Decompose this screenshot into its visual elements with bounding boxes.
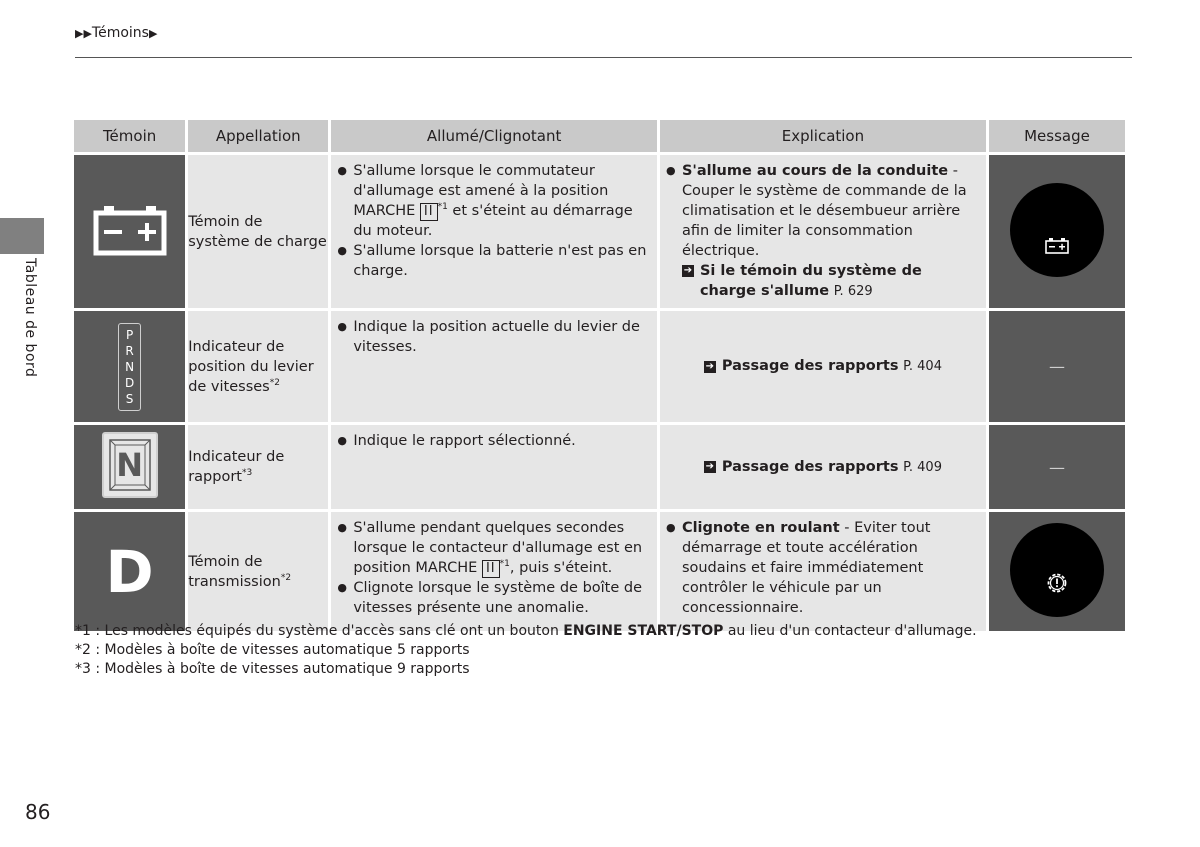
indicator-cell — [74, 155, 185, 308]
lit-text: , puis s'éteint. — [509, 560, 613, 576]
gear-position-icon — [118, 323, 141, 411]
page-reference[interactable] — [700, 261, 978, 302]
header-explication: Explication — [660, 120, 986, 152]
message-cell — [989, 425, 1125, 509]
table-row — [74, 425, 1125, 509]
page-reference[interactable] — [722, 356, 942, 377]
list-item — [353, 518, 649, 578]
footnote-ref: *2 — [269, 377, 280, 388]
page-number: 86 — [25, 800, 51, 824]
footnote-bold: ENGINE START/STOP — [563, 623, 724, 639]
gear-letter: R — [125, 343, 134, 358]
footnote-1 — [75, 622, 977, 641]
list-item: ● Indique la position actuelle du levier de vitesses. — [353, 317, 649, 357]
table-row — [74, 311, 1125, 422]
indicator-name-text: Indicateur de rapport — [188, 449, 285, 485]
lit-text: et s'éteint au démarrage du moteur. — [353, 203, 633, 239]
page-reference-title: Si le témoin du système de charge s'allume — [699, 263, 922, 299]
header-message: Message — [989, 120, 1125, 152]
footnote-text: au lieu d'un contacteur d'allumage. — [723, 623, 977, 639]
breadcrumb-end-arrow: ▶ — [148, 27, 158, 40]
message-cell — [989, 155, 1125, 308]
page-reference-icon: ➔ — [705, 360, 715, 372]
gear-letter: D — [124, 375, 135, 390]
explanation-text: - Couper le système de commande de la climatisation et le désembueur arrière afin de limiter la consommation électrique. — [681, 163, 967, 259]
indicator-table — [71, 117, 1128, 634]
header-appellation: Appellation — [188, 120, 328, 152]
page-reference-icon: ➔ — [705, 461, 715, 472]
message-display — [1010, 183, 1104, 277]
breadcrumb — [75, 25, 157, 41]
gear-letter: N — [125, 359, 135, 374]
list-item: ● Clignote lorsque le système de boîte de vitesses présente une anomalie. — [353, 578, 649, 618]
table-row — [74, 512, 1125, 631]
page-reference-number: P. 629 — [833, 284, 873, 299]
footnote-ref: *1 — [437, 202, 448, 213]
indicator-name — [188, 311, 328, 422]
message-text: — — [1048, 457, 1065, 477]
lit-text: S'allume pendant quelques secondes lorsque le contacteur d'allumage est en position MARCHE — [353, 520, 643, 576]
page-reference-title: Passage des rapports — [721, 358, 899, 374]
explanation-title: Clignote en roulant — [681, 520, 840, 536]
message-cell — [989, 512, 1125, 631]
indicator-cell — [74, 311, 185, 422]
ignition-position-box: II — [482, 560, 500, 578]
breadcrumb-arrows: ▶▶ — [75, 27, 92, 40]
page-reference-icon: ➔ — [683, 265, 693, 276]
explanation — [660, 425, 986, 509]
header-rule — [75, 57, 1132, 58]
indicator-name — [188, 512, 328, 631]
header-temoin: Témoin — [74, 120, 185, 152]
bullet-icon: ● — [665, 164, 676, 177]
message-text: — — [1048, 357, 1065, 376]
gear-letter: N — [116, 446, 143, 484]
transmission-warning-icon — [1045, 571, 1069, 595]
explanation — [660, 155, 986, 308]
page-reference-number: P. 404 — [903, 359, 942, 374]
lit-condition — [331, 512, 657, 631]
lit-condition — [331, 155, 657, 308]
battery-icon — [92, 203, 168, 257]
page-reference[interactable] — [722, 457, 942, 478]
explanation — [660, 512, 986, 631]
section-tab-marker — [0, 218, 44, 254]
transmission-d-icon: D — [105, 537, 154, 606]
lit-text: S'allume lorsque le commutateur d'allumage est amené à la position MARCHE — [353, 163, 609, 219]
explanation-text: - Eviter tout démarrage et toute accélération soudains et faire immédiatement contrôler le véhicule par un concessionnaire. — [681, 520, 931, 616]
explanation — [660, 311, 986, 422]
list-item: ● Indique le rapport sélectionné. — [353, 431, 649, 451]
footnote-ref: *1 — [499, 559, 510, 570]
explanation-title: S'allume au cours de la conduite — [681, 163, 949, 179]
indicator-cell — [74, 425, 185, 509]
footnotes — [75, 622, 977, 679]
header-allume: Allumé/Clignotant — [331, 120, 657, 152]
indicator-name-text: Témoin de transmission — [188, 553, 281, 590]
battery-icon — [1044, 237, 1070, 255]
indicator-name-text: Indicateur de position du levier de vitesses — [188, 338, 314, 395]
page-reference-title: Passage des rapports — [721, 458, 899, 475]
indicator-name — [188, 425, 328, 509]
footnote-2: *2 : Modèles à boîte de vitesses automatique 5 rapports — [75, 642, 470, 658]
page-reference-number: P. 409 — [903, 459, 942, 475]
bullet-icon: ● — [665, 521, 676, 534]
footnote-ref: *2 — [280, 572, 292, 583]
footnote-3: *3 : Modèles à boîte de vitesses automatique 9 rapports — [75, 661, 470, 677]
section-side-label: Tableau de bord — [22, 258, 38, 378]
table-row — [74, 155, 1125, 308]
ignition-position-box: II — [420, 203, 438, 221]
footnote-ref: *3 — [241, 468, 253, 479]
lit-condition — [331, 425, 657, 509]
message-cell — [989, 311, 1125, 422]
gear-letter: P — [125, 327, 134, 342]
lit-condition — [331, 311, 657, 422]
breadcrumb-section: Témoins — [91, 25, 149, 41]
gear-indicator-icon — [102, 432, 158, 498]
list-item: ● S'allume lorsque la batterie n'est pas en charge. — [353, 241, 649, 281]
message-display — [1010, 523, 1104, 617]
gear-letter: S — [125, 391, 134, 406]
indicator-name: Témoin de système de charge — [188, 155, 328, 308]
list-item — [353, 161, 649, 241]
indicator-cell — [74, 512, 185, 631]
footnote-text: *1 : Les modèles équipés du système d'accès sans clé ont un bouton — [75, 623, 564, 639]
